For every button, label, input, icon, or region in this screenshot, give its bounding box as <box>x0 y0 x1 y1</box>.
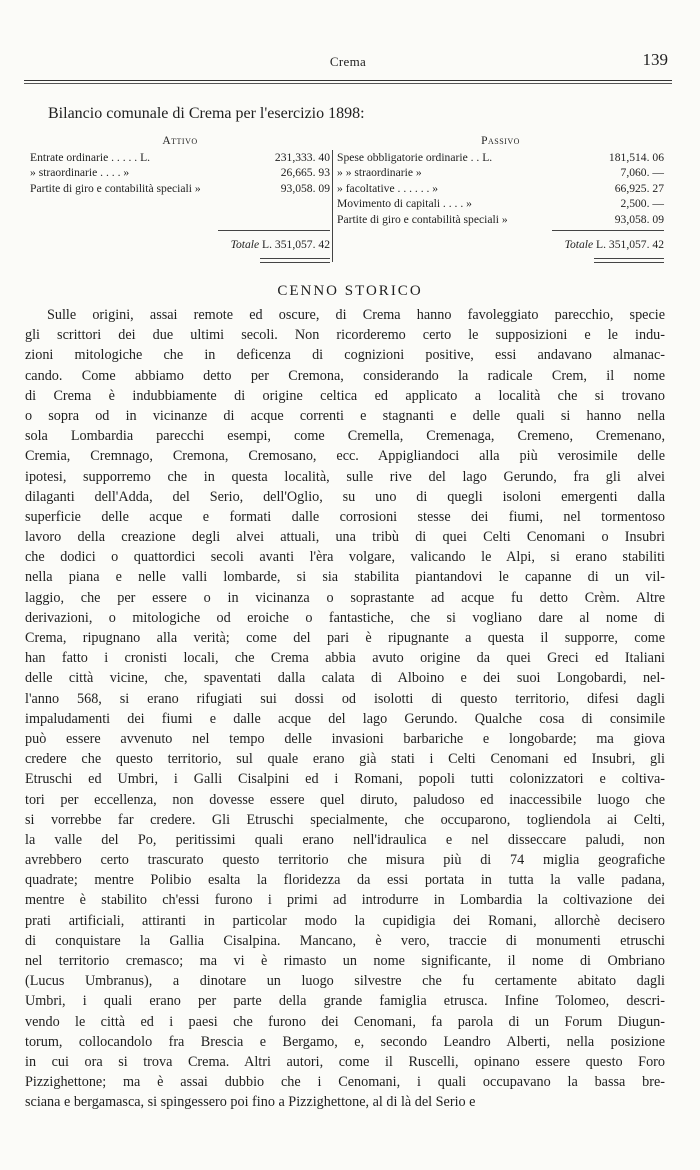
text-line: dilaganti dell'Adda, del Serio, dell'Oglio, su uno di quegli isoloni emergenti dalla <box>25 488 665 505</box>
passivo-row <box>337 165 664 180</box>
passivo-row-amount: 181,514. 06 <box>608 151 664 164</box>
passivo-row-amount: 7,060. — <box>620 166 664 180</box>
page-number: 139 <box>642 50 668 69</box>
header-rule <box>24 80 672 81</box>
text-line: zioni mitologiche che in deficenza di cognizioni positive, essi andavano almanac- <box>25 347 665 364</box>
attivo-row <box>30 165 330 180</box>
text-line: Sulle origini, assai remote ed oscure, di Crema hanno favoleggiato parecchio, specie <box>47 307 665 323</box>
attivo-total-rule <box>218 230 330 231</box>
passivo-heading: Passivo <box>481 135 520 147</box>
passivo-row <box>337 196 664 211</box>
text-line: può essere avvenuto nel tempo delle invasioni barbariche e longobarde; ma giova <box>25 730 665 747</box>
attivo-row-amount: 231,333. 40 <box>274 151 330 164</box>
passivo-total-rule <box>552 230 664 231</box>
text-line: in cui ora si trova Crema. Altri autori, come il Ruscelli, opinano essere questo Foro <box>25 1053 665 1070</box>
text-line: delle città vicine, che, spaventati dalla calata di Alboino e dei suoi Longobardi, nel- <box>25 670 665 687</box>
text-line: prati artificiali, attiranti in particolar modo la cupidigia dei Romani, allorchè decisero <box>25 912 665 929</box>
passivo-row-label: » » straordinarie » <box>337 166 422 180</box>
passivo-total-value: L. 351,057. 42 <box>596 238 664 251</box>
text-line: torum, collocandolo fra Brescia e Bergamo, e, secondo Leandro Alberti, nella posizione <box>25 1033 665 1050</box>
budget-table <box>30 134 664 266</box>
text-line: Pizzighettone; ma è assai dubbio che i Cenomani, i quali occupavano la bassa bre- <box>25 1074 665 1091</box>
text-line: gli scrittori dei due ultimi secoli. Non ricorderemo certo le supposizioni e le indu- <box>25 327 665 344</box>
text-line: quadrate; mentre Polibio esalta la floridezza da essi portata in tutta la valle padana, <box>25 872 665 889</box>
attivo-total-label: Totale <box>230 238 260 251</box>
attivo-total <box>231 237 330 252</box>
passivo-row-label: Partite di giro e contabilità speciali » <box>337 212 508 226</box>
body-text <box>25 305 665 1113</box>
text-line: cando. Come abbiamo detto per Cremona, considerando la radicale Crem, il nome <box>25 367 665 384</box>
attivo-row-amount: 26,665. 93 <box>280 166 330 180</box>
text-line: lavoro della creazione degli alvei attuali, una tribù di quei Celti Cenomani o Insubri <box>25 529 665 546</box>
text-line: nel territorio cremasco; ma vi è rimasto un nome significante, il nome di Ombriano <box>25 953 665 969</box>
passivo-row-label: » facoltative . . . . . . » <box>337 181 439 195</box>
text-line: di Crema è indubbiamente di origine celtica ed applicato a località che si trovano <box>25 387 665 404</box>
text-line: che dodici o quattordici secoli avanti l'èra volgare, valicando le Alpi, si erano stabiliti <box>25 549 665 566</box>
attivo-row-label: » straordinarie . . . . » <box>30 166 130 180</box>
passivo-row <box>337 181 664 196</box>
passivo-total-label: Totale <box>564 238 594 251</box>
text-line: han fatto i cronisti locali, che Crema abbia avuto origine da quei Greci ed Italiani <box>25 650 665 667</box>
text-line: derivazioni, o mitologiche od eroiche o fantastiche, che si vogliano dare al nome di <box>25 609 665 626</box>
passivo-row <box>337 212 664 227</box>
text-line: (Lucus Umbranus), a dinotare un luogo silvestre che fu certamente abitato dagli <box>25 973 665 990</box>
text-line: sola Lombardia parecchi esempi, come Cremella, Cremenaga, Cremeno, Cremenano, <box>25 428 665 445</box>
text-line: laggio, che per essere o in vicinanza o soprastante ad acque fu detto Crèm. Altre <box>25 589 665 606</box>
text-line: Umbri, i quali erano per parte della grande famiglia etrusca. Infine Tolomeo, descri- <box>25 993 665 1010</box>
running-title: Crema <box>329 54 367 69</box>
text-line: si vorrebbe far credere. Gli Etruschi specialmente, che occuparono, togliendola ai Celti, <box>25 811 665 828</box>
text-line: sciana e bergamasca, si spingessero poi fino a Pizzighettone, al di là del Serio e <box>25 1094 476 1111</box>
section-heading: CENNO STORICO <box>277 283 423 299</box>
attivo-row-label: Entrate ordinarie . . . . . L. <box>30 151 151 164</box>
attivo-row <box>30 150 330 165</box>
text-line: ipotesi, supporremo che in questa località, sulle rive del lago Gerundo, fra gli alvei <box>25 468 665 485</box>
passivo-row <box>337 150 664 165</box>
text-line: superficie delle acque e formati dalle corrosioni stesse dei fiumi, nel tormentoso <box>25 508 665 525</box>
attivo-total-value: L. 351,057. 42 <box>262 238 330 251</box>
text-line: la valle del Po, peritissimi quali erano nell'idraulica e nel disseccare paludi, non <box>25 831 665 848</box>
attivo-column <box>30 134 330 266</box>
passivo-row-amount: 93,058. 09 <box>614 212 664 226</box>
text-line: di conquistare la Gallia Cisalpina. Mancano, è vero, traccie di monumenti etruschi <box>25 932 665 949</box>
text-line: l'anno 568, si erano rifugiati sui dossi od isolotti di questo territorio, difesi dagli <box>25 690 665 707</box>
text-line: nella piana e nelle valli lombarde, si sia stabilita piantandovi le capanne di un vil- <box>25 569 665 586</box>
passivo-row-label: Movimento di capitali . . . . » <box>337 197 472 211</box>
passivo-row-amount: 66,925. 27 <box>614 181 664 195</box>
text-line: mentre è stabilito ch'essi furono i primi ad introdurre in Lombardia la coltivazione dei <box>25 892 665 909</box>
passivo-total <box>565 237 664 252</box>
budget-title: Bilancio comunale di Crema per l'esercizio 1898: <box>48 105 365 122</box>
text-line: avrebbero certo trascurato questo territorio che misura più di 74 miglia geografiche <box>25 852 665 869</box>
text-line: Cremia, Cremnago, Cremona, Cremosano, ecc. Appigliandoci alla più verosimile delle <box>25 448 665 465</box>
attivo-heading: Attivo <box>162 135 198 147</box>
attivo-double-rule <box>260 258 330 263</box>
text-line: Crema, ripugnano alla verità; come del pari è ripugnante a questa il supporre, come <box>25 630 665 646</box>
header-rule-thin <box>24 83 672 84</box>
passivo-column <box>337 134 664 266</box>
attivo-row-amount: 93,058. 09 <box>280 181 330 195</box>
passivo-double-rule <box>594 258 664 263</box>
passivo-row-label: Spese obbligatorie ordinarie . . L. <box>337 151 493 164</box>
text-line: tori per eccellenza, non dovesse essere quel diruto, paludoso ed inaccessibile luogo che <box>25 791 665 808</box>
text-line: Etruschi ed Umbri, i Galli Cisalpini ed i Romani, popoli tutti colonizzatori e coltiva- <box>25 771 665 788</box>
passivo-row-amount: 2,500. — <box>620 197 664 211</box>
text-line: vendo le città ed i paesi che furono dei Cenomani, fa parola di un Forum Diugun- <box>25 1013 665 1030</box>
column-divider <box>332 150 333 262</box>
text-line: credere che questo territorio, sul quale erano già stati i Celti Cenomani ed Insubri, gli <box>25 751 665 768</box>
attivo-row <box>30 181 330 196</box>
attivo-row-label: Partite di giro e contabilità speciali » <box>30 181 201 195</box>
text-line: o sopra od in vicinanze di acque correnti e stagnanti e delle quali si hanno nella <box>25 407 665 424</box>
text-line: impaludamenti dei fiumi e dalle acque del lago Gerundo. Qualche cosa di consimile <box>25 710 665 727</box>
running-head <box>24 50 672 76</box>
